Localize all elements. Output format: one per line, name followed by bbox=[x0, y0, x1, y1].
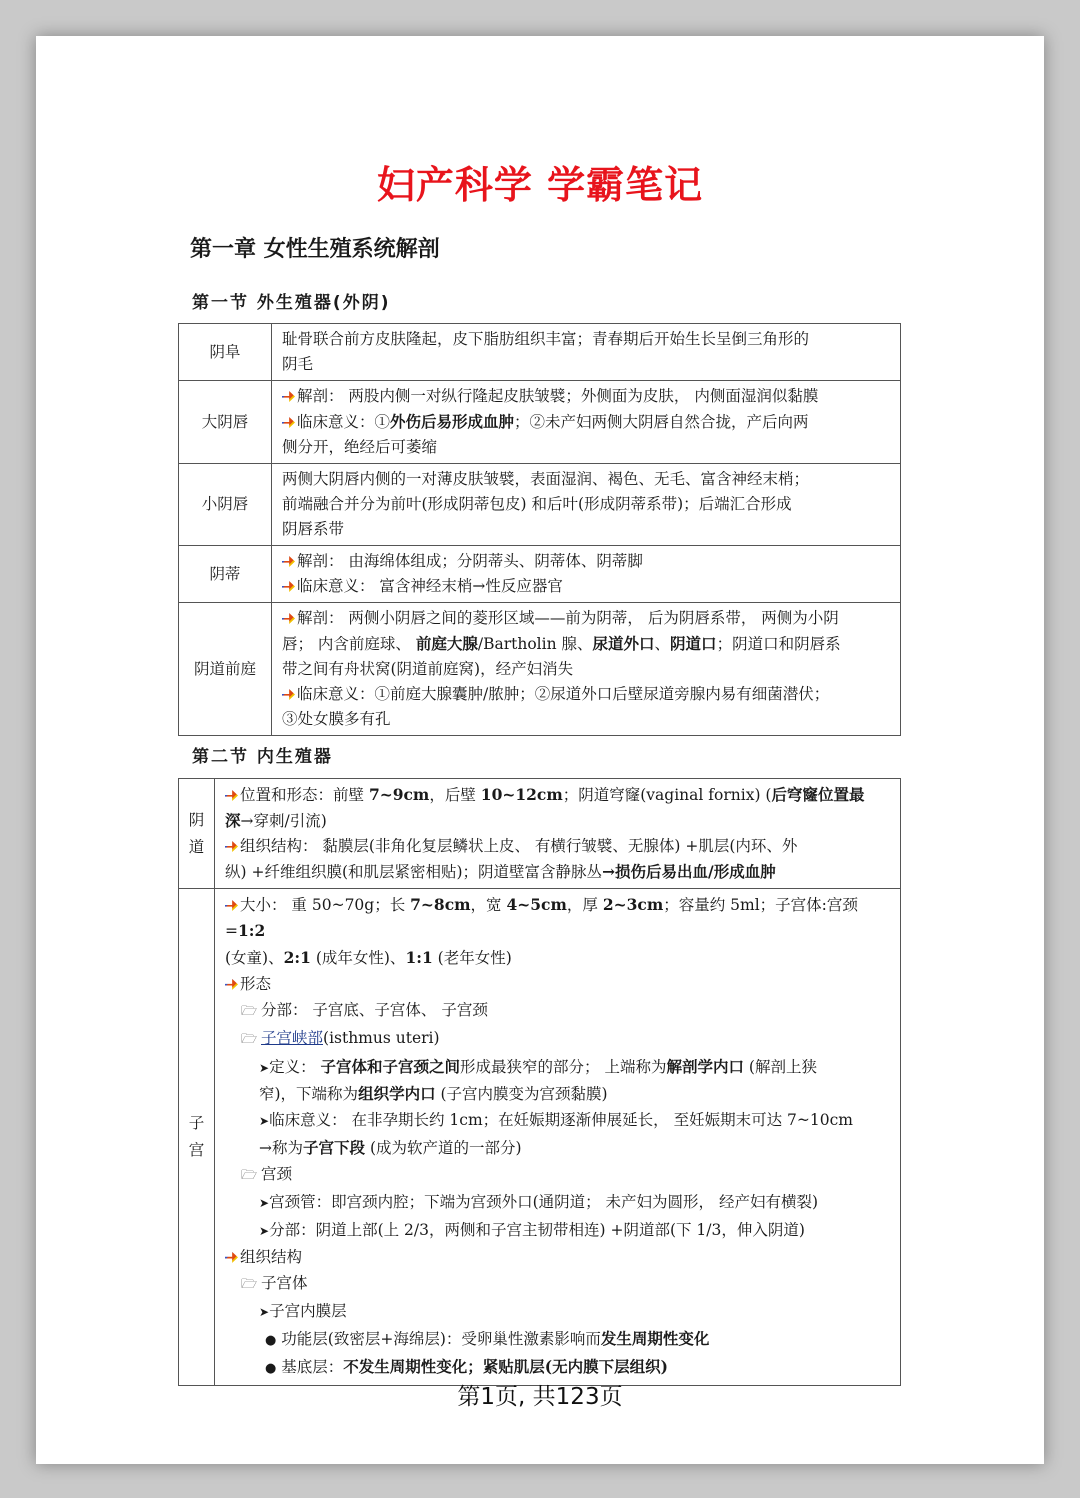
table-row bbox=[179, 324, 901, 381]
row-content: 解剖： 由海绵体组成；分阴蒂头、阴蒂体、阴蒂脚 临床意义： 富含神经末梢→性反应器官 bbox=[272, 546, 901, 603]
row-label: 小阴唇 bbox=[179, 464, 272, 546]
arrow-bullet-icon bbox=[282, 613, 295, 624]
row-label-uterus: 子 宫 bbox=[179, 889, 215, 1386]
document-page bbox=[36, 36, 1044, 1464]
row-label-vagina: 阴 道 bbox=[179, 779, 215, 889]
row-content: 解剖： 两侧小阴唇之间的菱形区域——前为阴蒂， 后为阴唇系带， 两侧为小阴 唇； 内含前庭球、 前庭大腺/Bartholin 腺、尿道外口、阴道口；阴道口和阴唇系 带之间有舟状窝(阴道前庭窝)，经产妇消失 临床意义：①前庭大腺囊肿/脓肿；②尿道外口后壁尿道旁腺内易有细菌潜伏； ③处女膜多有孔 bbox=[272, 603, 901, 736]
arrow-head-icon: ➤ bbox=[259, 1060, 270, 1075]
table-row bbox=[179, 381, 901, 464]
table-row bbox=[179, 464, 901, 546]
table-row bbox=[179, 546, 901, 603]
page-footer: 第1页, 共123页 bbox=[457, 1384, 623, 1410]
external-genitalia-table bbox=[178, 323, 901, 736]
arrow-head-icon: ➤ bbox=[259, 1196, 270, 1211]
arrow-bullet-icon bbox=[225, 979, 238, 990]
arrow-bullet-icon bbox=[282, 556, 295, 567]
section-heading-1: 第一节 外生殖器(外阴) bbox=[192, 293, 391, 313]
row-content: 解剖： 两股内侧一对纵行隆起皮肤皱襞；外侧面为皮肤， 内侧面湿润似黏膜 临床意义：①外伤后易形成血肿；②未产妇两侧大阴唇自然合拢，产后向两 侧分开，绝经后可萎缩 bbox=[272, 381, 901, 464]
table-row bbox=[179, 889, 901, 1386]
row-content: 耻骨联合前方皮肤隆起，皮下脂肪组织丰富；青春期后开始生长呈倒三角形的 阴毛 bbox=[272, 324, 901, 381]
arrow-bullet-icon bbox=[282, 581, 295, 592]
arrow-bullet-icon bbox=[282, 689, 295, 700]
folder-icon: 🗁 bbox=[241, 1277, 258, 1293]
arrow-head-icon: ➤ bbox=[259, 1114, 270, 1129]
table-row bbox=[179, 603, 901, 736]
internal-genitalia-table bbox=[178, 778, 901, 1386]
arrow-head-icon: ➤ bbox=[259, 1305, 270, 1320]
arrow-bullet-icon bbox=[282, 391, 295, 402]
table-row bbox=[179, 779, 901, 889]
row-label: 阴阜 bbox=[179, 324, 272, 381]
folder-icon: 🗁 bbox=[241, 1032, 258, 1048]
row-label: 阴蒂 bbox=[179, 546, 272, 603]
folder-icon: 🗁 bbox=[241, 1167, 258, 1183]
row-label: 大阴唇 bbox=[179, 381, 272, 464]
row-label: 阴道前庭 bbox=[179, 603, 272, 736]
arrow-bullet-icon bbox=[225, 900, 238, 911]
page-title: 妇产科学 学霸笔记 bbox=[376, 163, 704, 207]
row-content: 位置和形态：前壁 7~9cm，后壁 10~12cm；阴道穹窿(vaginal fornix) (后穹窿位置最 深→穿刺/引流) 组织结构： 黏膜层(非角化复层鳞状上皮、 有横行皱襞、无腺体) +肌层(内环、外 纵) +纤维组织膜(和肌层紧密相贴)；阴道壁富含静脉丛→损伤后易出血/形成血肿 bbox=[215, 779, 901, 889]
arrow-head-icon: ➤ bbox=[259, 1223, 270, 1238]
arrow-bullet-icon bbox=[225, 841, 238, 852]
dot-bullet-icon: ● bbox=[265, 1361, 277, 1377]
row-content: 两侧大阴唇内侧的一对薄皮肤皱襞，表面湿润、褐色、无毛、富含神经末梢； 前端融合并分为前叶(形成阴蒂包皮) 和后叶(形成阴蒂系带)；后端汇合形成 阴唇系带 bbox=[272, 464, 901, 546]
chapter-heading: 第一章 女性生殖系统解剖 bbox=[190, 237, 440, 262]
folder-icon: 🗁 bbox=[241, 1004, 258, 1020]
arrow-bullet-icon bbox=[225, 790, 238, 801]
arrow-bullet-icon bbox=[282, 417, 295, 428]
dot-bullet-icon: ● bbox=[265, 1332, 277, 1348]
section-heading-2: 第二节 内生殖器 bbox=[192, 747, 333, 767]
row-content: 大小： 重 50~70g；长 7~8cm，宽 4~5cm，厚 2~3cm；容量约 5ml；子宫体:宫颈=1:2 (女童)、2:1 (成年女性)、1:1 (老年女性) 形态 🗁 分部： 子宫底、子宫体、 子宫颈 🗁 子宫峡部(isthmus uteri) ➤定义： 子宫体和子宫颈之间形成最狭窄的部分； 上端称为解剖学内口 (解剖上狭 窄)，下端称为组织学内口 (子宫内膜变为宫颈黏膜) ➤临床意义： 在非孕期长约 1cm；在妊娠期逐渐伸展延长， 至妊娠期末可达 7~10cm →称为子宫下段 (成为软产道的一部分) 🗁 宫颈 ➤宫颈管：即宫颈内腔；下端为宫颈外口(通阴道； 未产妇为圆形， 经产妇有横裂) ➤分部：阴道上部(上 2/3，两侧和子宫主韧带相连) +阴道部(下 1/3，伸入阴道) 组织结构 🗁 子宫体 ➤子宫内膜层 ● 功能层(致密层+海绵层)：受卵巢性激素影响而发生周期性变化 ● 基底层：不发生周期性变化；紧贴肌层(无内膜下层组织) bbox=[215, 889, 901, 1386]
arrow-bullet-icon bbox=[225, 1252, 238, 1263]
